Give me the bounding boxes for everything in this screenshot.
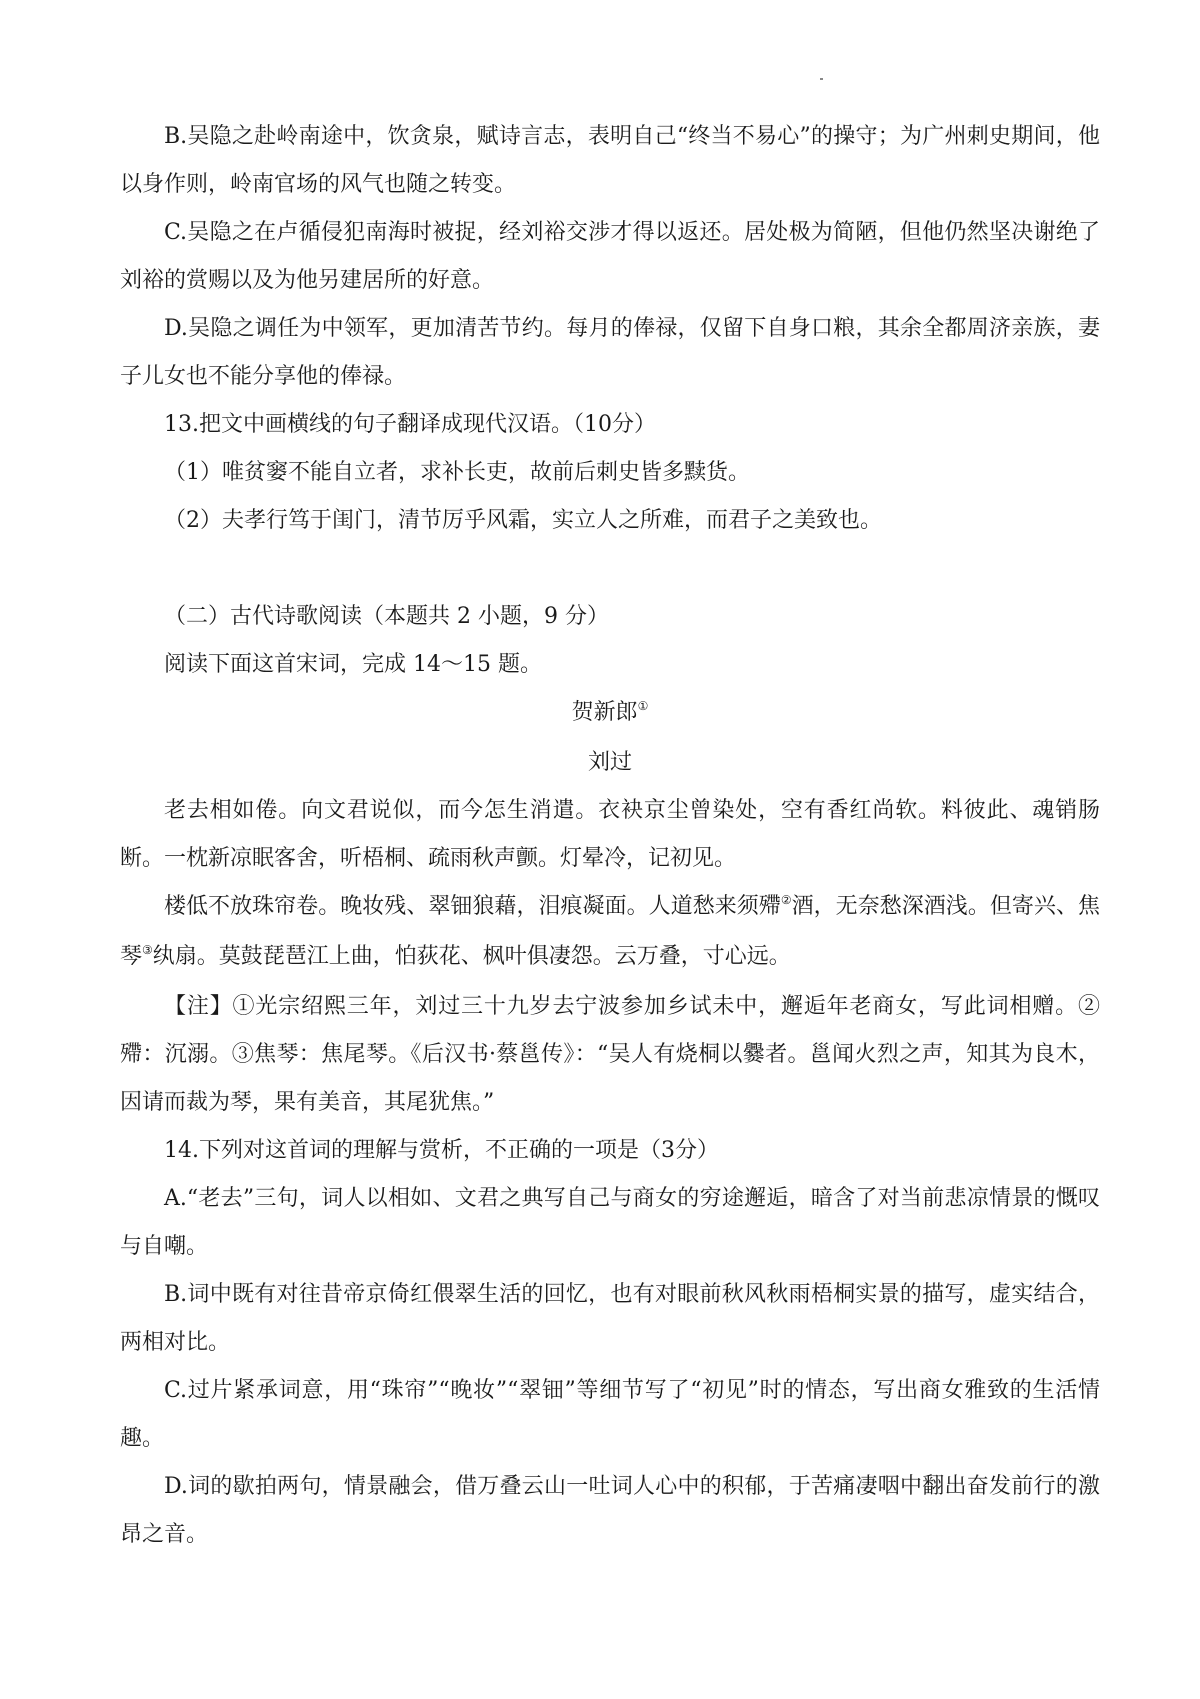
- q14-stem: 14.下列对这首词的理解与赏析，不正确的一项是（3分）: [164, 1138, 719, 1163]
- section-heading: （二）古代诗歌阅读（本题共 2 小题，9 分）: [164, 604, 609, 629]
- q14-option-d: D.词的歇拍两句，情景融会，借万叠云山一吐词人心中的积郁，于苦痛凄咽中翻出奋发前行的激昂之音。: [120, 1474, 1100, 1547]
- poem-title-note: ①: [637, 699, 649, 713]
- poem-stanza-1: 老去相如倦。向文君说似，而今怎生消遣。衣袂京尘曾染处，空有香红尚软。料彼此、魂销肠断。一枕新凉眠客舍，听梧桐、疏雨秋声颤。灯晕冷，记初见。: [120, 798, 1100, 871]
- poem-title-line: [120, 689, 1100, 739]
- q13-item-2: （2）夫孝行笃于闺门，清节厉乎风霜，实立人之所难，而君子之美致也。: [164, 508, 882, 533]
- q12-option-d: D.吴隐之调任为中领军，更加清苦节约。每月的俸禄，仅留下自身口粮，其余全都周济亲族，妻子儿女也不能分享他的俸禄。: [120, 316, 1100, 389]
- page-content: [120, 113, 1100, 1559]
- scan-mark: [820, 78, 823, 80]
- poem-stanza-2-part-b: 酒，无奈愁深酒浅。但寄兴、焦琴: [120, 894, 1100, 969]
- section-gap: [120, 545, 1100, 593]
- q14-option-b: B.词中既有对往昔帝京倚红偎翠生活的回忆，也有对眼前秋风秋雨梧桐实景的描写，虚实结合，两相对比。: [120, 1282, 1100, 1355]
- q13-stem: 13.把文中画横线的句子翻译成现代汉语。（10分）: [164, 412, 656, 437]
- poem-note-marker-3: ③: [142, 943, 153, 957]
- poem-stanza-2-part-a: 楼低不放珠帘卷。晚妆残、翠钿狼藉，泪痕凝面。人道愁来须殢: [164, 894, 781, 919]
- poem-notes: 【注】①光宗绍熙三年，刘过三十九岁去宁波参加乡试未中，邂逅年老商女，写此词相赠。②殢：沉溺。③焦琴：焦尾琴。《后汉书·蔡邕传》：“吴人有烧桐以爨者。邕闻火烈之声，知其为良木，因请而裁为琴，果有美音，其尾犹焦。”: [120, 994, 1100, 1115]
- q14-option-c: C.过片紧承词意，用“珠帘”“晚妆”“翠钿”等细节写了“初见”时的情态，写出商女雅致的生活情趣。: [120, 1378, 1100, 1451]
- q14-option-a: A.“老去”三句，词人以相如、文君之典写自己与商女的穷途邂逅，暗含了对当前悲凉情景的慨叹与自嘲。: [120, 1186, 1100, 1259]
- poem-stanza-2-part-c: 纨扇。莫鼓琵琶江上曲，怕荻花、枫叶俱凄怨。云万叠，寸心远。: [152, 944, 791, 969]
- q13-item-1: （1）唯贫窭不能自立者，求补长吏，故前后刺史皆多黩货。: [164, 460, 750, 485]
- poem-title: 贺新郎: [571, 700, 638, 725]
- q12-option-b: B.吴隐之赴岭南途中，饮贪泉，赋诗言志，表明自己“终当不易心”的操守；为广州刺史期间，他以身作则，岭南官场的风气也随之转变。: [120, 124, 1100, 197]
- poem-note-marker-2: ②: [780, 893, 792, 907]
- section-instruction: 阅读下面这首宋词，完成 14～15 题。: [164, 652, 542, 677]
- q12-option-c: C.吴隐之在卢循侵犯南海时被捉，经刘裕交涉才得以返还。居处极为简陋，但他仍然坚决谢绝了刘裕的赏赐以及为他另建居所的好意。: [120, 220, 1100, 293]
- poem-author: 刘过: [587, 750, 632, 775]
- poem-stanza-2: [120, 883, 1100, 983]
